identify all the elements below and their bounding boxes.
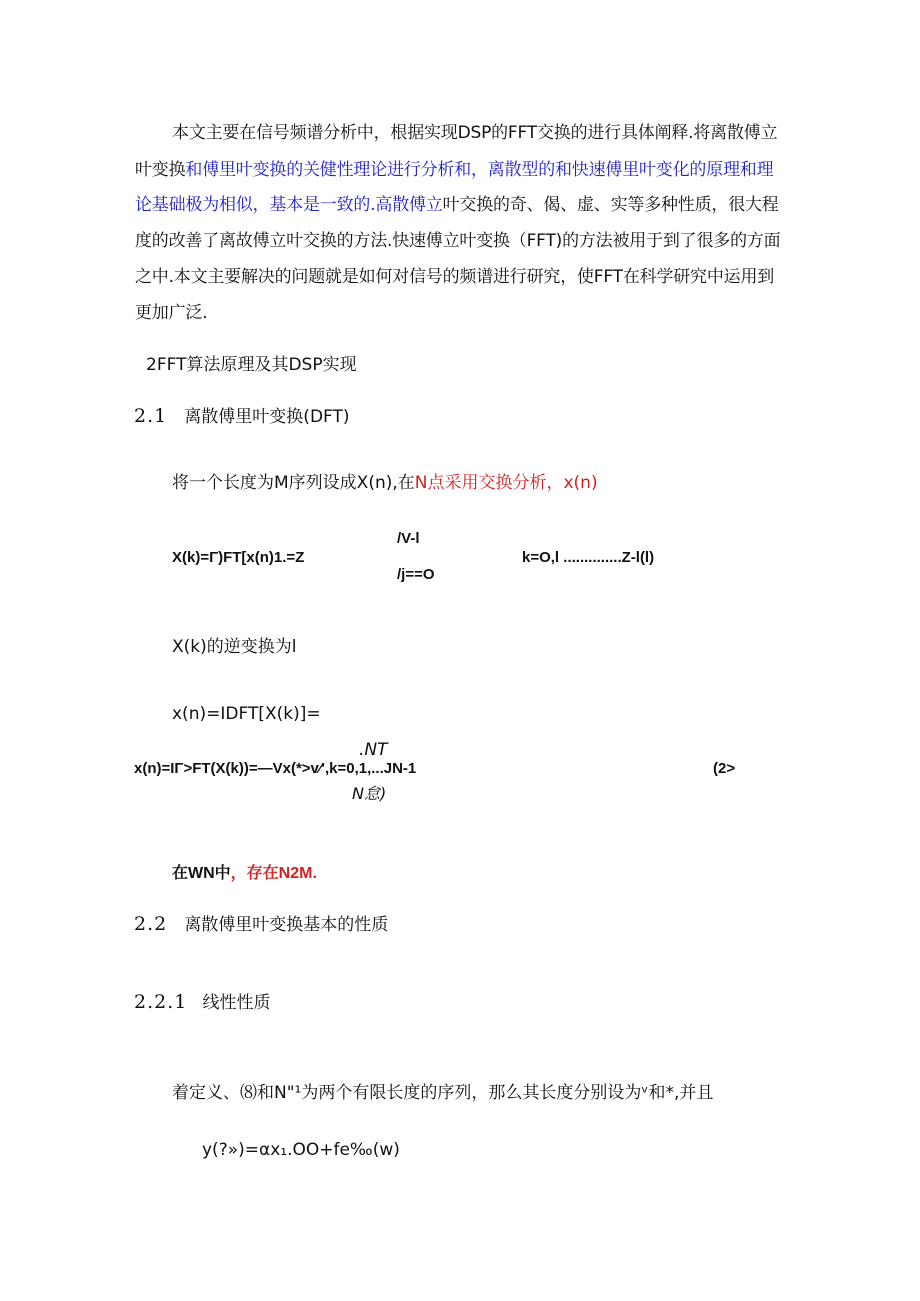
formula-1-range: k=O,l ..............Z-l(l)	[522, 549, 655, 566]
section-2-1-number: 2.1	[134, 405, 168, 427]
formula-3-main: x(n)=IΓ>FT(X(k))=—Vx(*>v⁄',k=0,1,...JN-1	[134, 760, 417, 777]
intro-line-3	[135, 190, 779, 215]
intro-line-3-black: 叶交换的奇、偈、虚、实等多种性质，很大程	[442, 195, 779, 215]
linearity-body: 着定义、⑻和N"¹为两个有限长度的序列，那么其长度分别设为ᵛ和*,并且	[172, 1083, 714, 1103]
formula-2: x(n)=IDFT[X(k)]=	[172, 704, 321, 724]
wn-line	[172, 860, 317, 883]
intro-line-3-blue: 论基础极为相似，基本是一致的.高散傅立	[135, 195, 443, 215]
intro-line-2-black: 叶变换	[135, 160, 186, 180]
formula-3-lower	[352, 781, 386, 804]
section-2-heading: 2FFT算法原理及其DSP实现	[146, 355, 357, 375]
intro-line-6: 更加广泛.	[135, 303, 208, 323]
section-2-1-title: 离散傅里叶变换(DFT)	[184, 407, 350, 427]
formula-1-main: X(k)=Γ)FT[x(n)1.=Z	[172, 549, 305, 566]
section-2-2-heading	[134, 910, 388, 935]
dft-description	[172, 468, 598, 493]
formula-3-lower-text: N怠)	[352, 784, 387, 803]
formula-1-upper-limit: /V-l	[397, 530, 420, 547]
section-2-2-title: 离散傅里叶变换基本的性质	[184, 915, 389, 935]
section-2-2-number: 2.2	[134, 913, 168, 935]
section-2-2-1-heading	[134, 988, 270, 1013]
intro-line-2-blue: 和傅里叶变换的关健性理论进行分析和，离散型的和快速傅里叶变化的原理和理	[185, 160, 774, 180]
formula-1-lower-limit: /j==O	[397, 566, 435, 583]
intro-line-4: 度的改善了离故傅立叶交换的方法.快速傅立叶变换（FFT)的方法被用于到了很多的方面	[135, 231, 781, 251]
inverse-transform-label: X(k)的逆变换为l	[172, 637, 297, 657]
section-2-2-1-title: 线性性质	[202, 993, 271, 1013]
dft-description-black: 将一个长度为M序列设成X(n),在	[172, 473, 415, 493]
formula-3-upper: .NT	[359, 740, 388, 760]
wn-line-black: 在WN中	[172, 865, 231, 882]
wn-line-red: ，存在N2M.	[230, 865, 317, 882]
linearity-formula: y(?»)=αx₁.OO+fe‰(w)	[202, 1140, 400, 1160]
formula-3-equation-number: (2>	[713, 760, 736, 777]
intro-line-2	[135, 155, 773, 180]
section-2-2-1-number: 2.2.1	[134, 991, 188, 1013]
section-2-1-heading	[134, 402, 350, 427]
intro-line-1: 本文主要在信号频谱分析中，根据实现DSP的FFT交换的进行具体阐释.将离散傅立	[172, 123, 778, 143]
intro-line-5: 之中.本文主要解决的问题就是如何对信号的频谱进行研究，使FFT在科学研究中运用到	[135, 267, 775, 287]
dft-description-red: N点采用交换分析，x(n)	[414, 473, 598, 493]
